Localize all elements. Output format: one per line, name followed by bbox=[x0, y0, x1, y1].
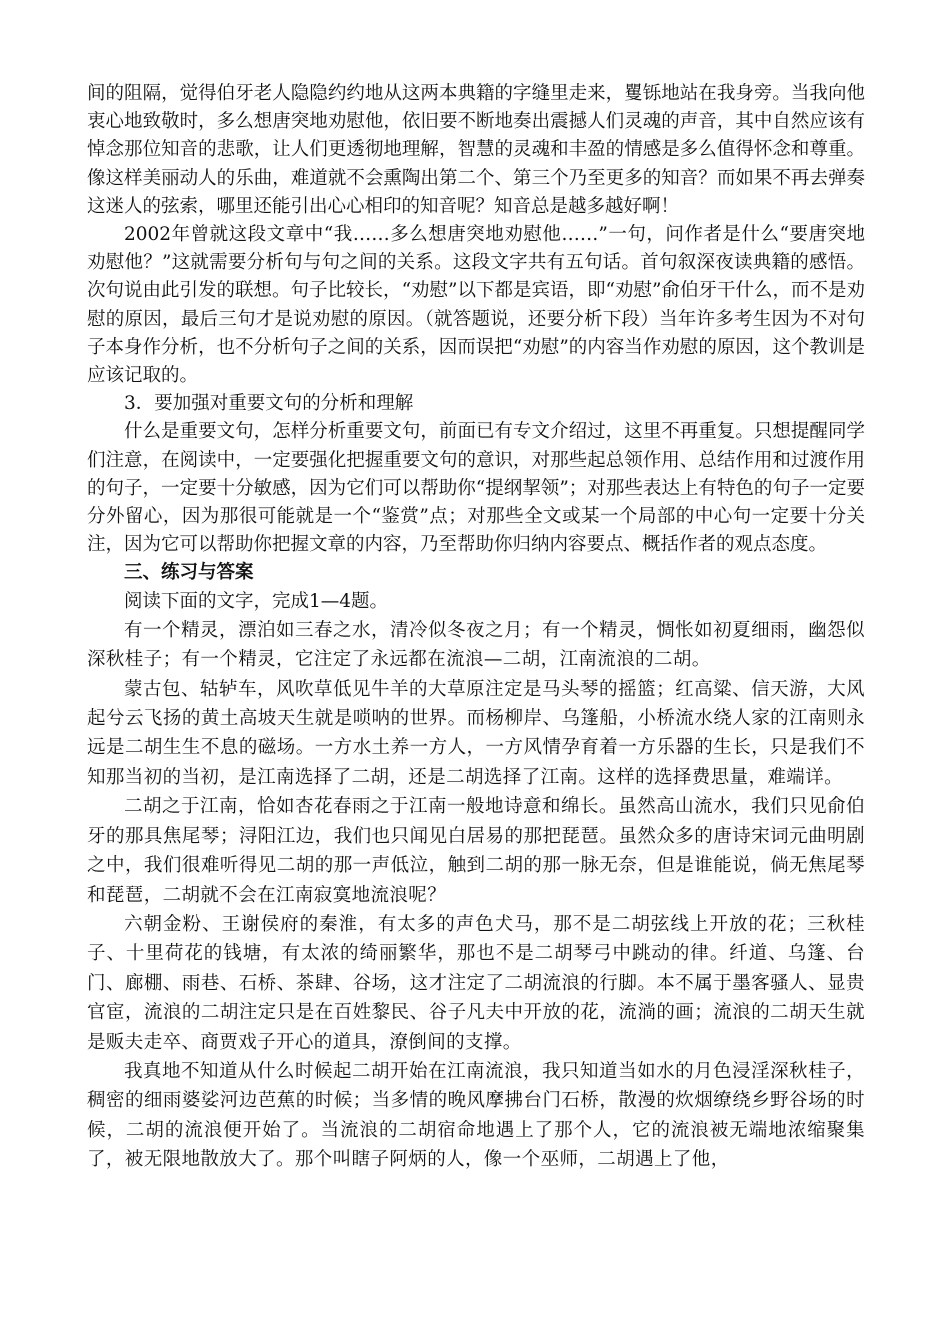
passage-paragraph-4: 六朝金粉、王谢侯府的秦淮，有太多的声色犬马，那不是二胡弦线上开放的花；三秋桂子、十里荷花的钱塘，有太浓的绮丽繁华，那也不是二胡琴弓中跳动的律。纤道、乌篷、台门、廊棚、雨巷、石桥、茶肆、谷场，这才注定了二胡流浪的行脚。本不属于墨客骚人、显贵官宦，流浪的二胡注定只是在百姓黎民、谷子凡夫中开放的花，流淌的画；流浪的二胡天生就是贩夫走卒、商贾戏子开心的道具，潦倒间的支撑。 bbox=[87, 913, 865, 1053]
exercise-instruction: 阅读下面的文字，完成1—4题。 bbox=[124, 590, 389, 612]
section-3-heading: 3．要加强对重要文句的分析和理解 bbox=[124, 393, 414, 415]
passage-paragraph-3: 二胡之于江南，恰如杏花春雨之于江南一般地诗意和绵长。虽然高山流水，我们只见俞伯牙的那具焦尾琴；浔阳江边，我们也只闻见白居易的那把琵琶。虽然众多的唐诗宋词元曲明剧之中，我们很难听得见二胡的那一声低泣，触到二胡的那一脉无奈，但是谁能说，倘无焦尾琴和琵琶，二胡就不会在江南寂寞地流浪呢？ bbox=[87, 796, 865, 906]
exercise-heading: 三、练习与答案 bbox=[124, 562, 254, 584]
passage-paragraph-2: 蒙古包、轱轳车，风吹草低见牛羊的大草原注定是马头琴的摇篮；红高粱、信天游，大风起兮云飞扬的黄土高坡天生就是唢呐的世界。而杨柳岸、乌篷船，小桥流水绕人家的江南则永远是二胡生生不息的磁场。一方水土养一方人，一方风情孕育着一方乐器的生长，只是我们不知那当初的当初，是江南选择了二胡，还是二胡选择了江南。这样的选择费思量，难端详。 bbox=[87, 678, 865, 788]
intro-paragraph-1: 间的阻隔，觉得伯牙老人隐隐约约地从这两本典籍的字缝里走来，矍铄地站在我身旁。当我向他衷心地致敬时，多么想唐突地劝慰他，依旧要不断地奏出震撼人们灵魂的声音，其中自然应该有悼念那位知音的悲歌，让人们更透彻地理解，智慧的灵魂和丰盈的情感是多么值得怀念和尊重。像这样美丽动人的乐曲，难道就不会熏陶出第二个、第三个乃至更多的知音？而如果不再去弹奏这迷人的弦索，哪里还能引出心心相印的知音呢？知音总是越多越好啊！ bbox=[87, 83, 865, 217]
passage-paragraph-5: 我真地不知道从什么时候起二胡开始在江南流浪，我只知道当如水的月色浸淫深秋桂子，稠密的细雨婆娑河边芭蕉的时候；当多情的晚风摩拂台门石桥，散漫的炊烟缭绕乡野谷场的时候，二胡的流浪便开始了。当流浪的二胡宿命地遇上了那个人，它的流浪被无端地浓缩聚集了，被无限地散放大了。那个叫瞎子阿炳的人，像一个巫师，二胡遇上了他， bbox=[87, 1060, 865, 1171]
passage-paragraph-1: 有一个精灵，漂泊如三春之水，清冷似冬夜之月；有一个精灵，惆怅如初夏细雨，幽怨似深秋桂子；有一个精灵，它注定了永远都在流浪—二胡，江南流浪的二胡。 bbox=[87, 619, 865, 671]
intro-paragraph-2: 2002年曾就这段文章中“我……多么想唐突地劝慰他……”一句，问作者是什么“要唐突地劝慰他？”这就需要分析句与句之间的关系。这段文字共有五句话。首句叙深夜读典籍的感悟。次句说由此引发的联想。句子比较长，“劝慰”以下都是宾语，即“劝慰”俞伯牙干什么，而不是劝慰的原因，最后三句才是说劝慰的原因。（就答题说，还要分析下段）当年许多考生因为不对句子本身作分析，也不分析句子之间的关系，因而误把“劝慰”的内容当作劝慰的原因，这个教训是应该记取的。 bbox=[87, 224, 865, 387]
document-page bbox=[87, 80, 865, 1175]
section-3-paragraph: 什么是重要文句，怎样分析重要文句，前面已有专文介绍过，这里不再重复。只想提醒同学们注意，在阅读中，一定要强化把握重要文句的意识，对那些起总领作用、总结作用和过渡作用的句子，一定要十分敏感，因为它们可以帮助你“提纲挈领”；对那些表达上有特色的句子一定要分外留心，因为那很可能就是一个“鉴赏”点；对那些全文或某一个局部的中心句一定要十分关注，因为它可以帮助你把握文章的内容，乃至帮助你归纳内容要点、概括作者的观点态度。 bbox=[87, 421, 865, 556]
